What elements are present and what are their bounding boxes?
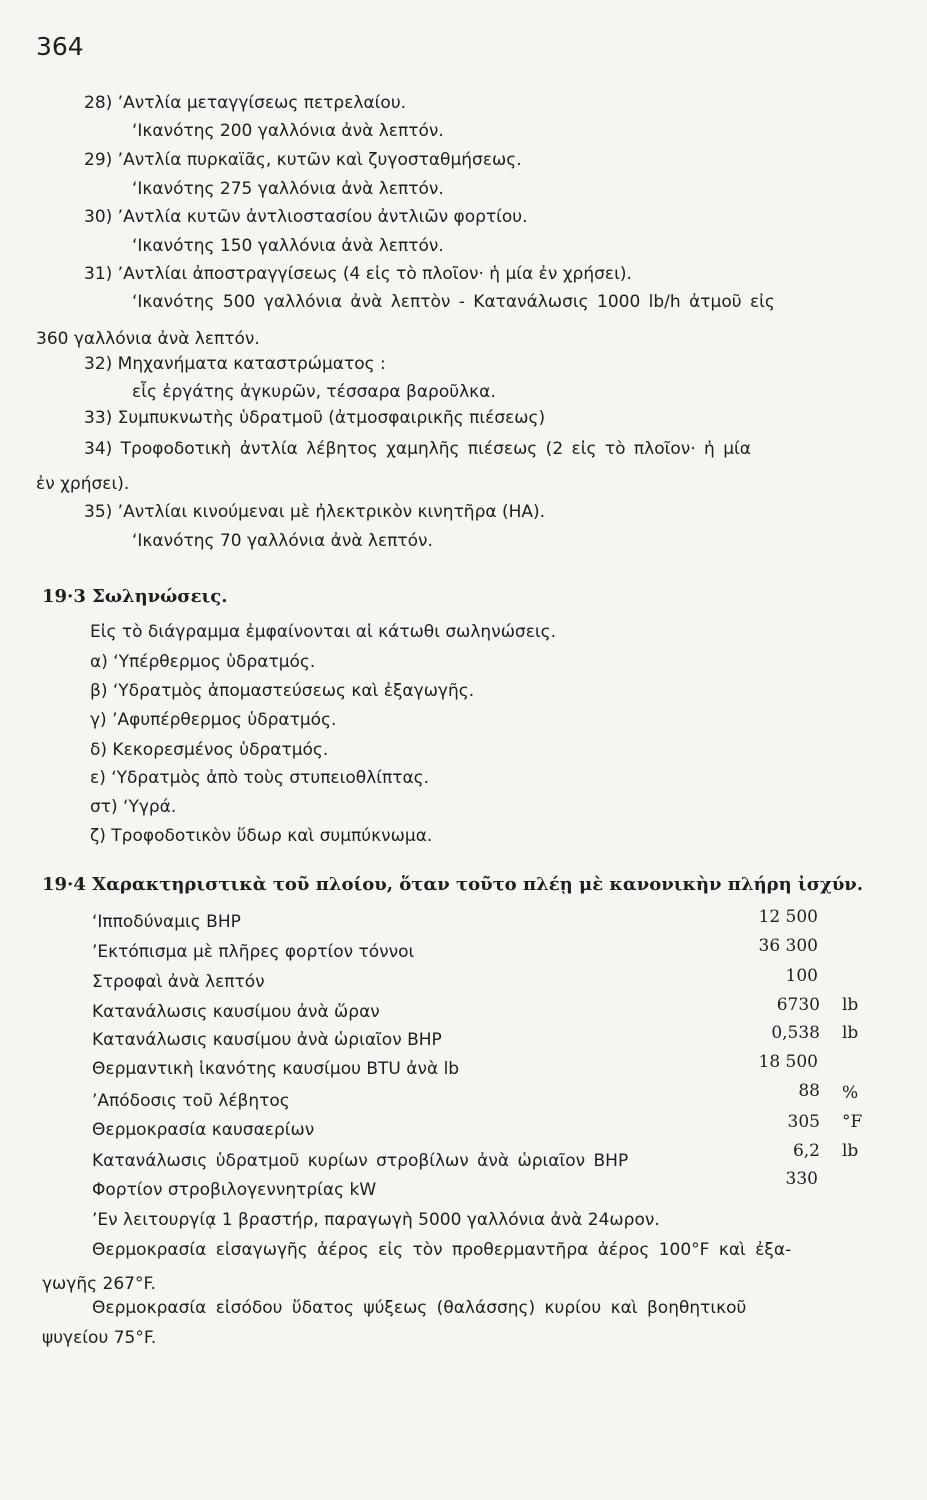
spec-value: 0,538 [771,1023,820,1043]
piping-item-st: στ) ‘Υγρά. [90,797,177,817]
note-air-temp: Θερμοκρασία εἰσαγωγῆς ἀέρος εἰς τὸν προθερμαντῆρα ἀέρος 100°F καὶ ἐξα- [92,1240,792,1260]
pump-capacity-30: ‘Ικανότης 150 γαλλόνια ἀνὰ λεπτόν. [132,236,444,256]
pump-capacity-31-cont: 360 γαλλόνια ἀνὰ λεπτόν. [36,329,260,349]
spec-value: 330 [785,1169,818,1189]
pump-item-33: 33) Συμπυκνωτὴς ὑδρατμοῦ (ἀτμοσφαιρικῆς πιέσεως) [84,408,546,428]
spec-unit: °F [842,1112,863,1132]
pump-capacity-31: ‘Ικανότης 500 γαλλόνια ἀνὰ λεπτὸν - Κατανάλωσις 1000 lb/h ἀτμοῦ εἰς [132,292,775,312]
pump-item-34: 34) Τροφοδοτικὴ ἀντλία λέβητος χαμηλῆς πιέσεως (2 εἰς τὸ πλοῖον· ἡ μία [84,439,752,459]
spec-label: ’Εκτόπισμα μὲ πλῆρες φορτίον τόννοι [92,942,415,962]
spec-value: 88 [798,1081,820,1101]
spec-value: 6730 [776,995,820,1015]
note-cooling-water-cont: ψυγείου 75°F. [42,1328,157,1348]
pump-item-29: 29) ’Αντλία πυρκαϊᾶς, κυτῶν καὶ ζυγοσταθμήσεως. [84,150,522,170]
piping-item-z: ζ) Τροφοδοτικὸν ὕδωρ καὶ συμπύκνωμα. [90,826,433,846]
pump-detail-32: εἷς ἐργάτης ἀγκυρῶν, τέσσαρα βαροῦλκα. [132,382,496,402]
pump-capacity-29: ‘Ικανότης 275 γαλλόνια ἀνὰ λεπτόν. [132,179,444,199]
note-boiler: ’Εν λειτουργίᾳ 1 βραστήρ, παραγωγὴ 5000 γαλλόνια ἀνὰ 24ωρον. [92,1210,660,1230]
pump-item-35: 35) ’Αντλίαι κινούμεναι μὲ ἠλεκτρικὸν κινητῆρα (HA). [84,502,546,522]
spec-label: Θερμοκρασία καυσαερίων [92,1120,315,1140]
spec-value: 100 [785,966,818,986]
section-intro: Εἰς τὸ διάγραμμα ἐμφαίνονται αἱ κάτωθι σωληνώσεις. [90,622,557,642]
piping-item-b: β) ‘Υδρατμὸς ἀπομαστεύσεως καὶ ἐξαγωγῆς. [90,681,475,701]
note-air-temp-cont: γωγῆς 267°F. [42,1274,156,1294]
spec-unit: lb [842,995,859,1015]
spec-label: Φορτίον στροβιλογεννητρίας kW [92,1180,377,1200]
pump-item-34-cont: ἐν χρήσει). [36,474,130,494]
spec-value: 6,2 [792,1141,820,1161]
spec-label: Θερμαντικὴ ἱκανότης καυσίμου BTU ἀνὰ lb [92,1059,460,1079]
spec-value: 12 500 [758,907,818,927]
piping-item-e: ε) ‘Υδρατμὸς ἀπὸ τοὺς στυπειοθλίπτας. [90,768,430,788]
spec-label: ’Απόδοσις τοῦ λέβητος [92,1091,290,1111]
spec-unit: lb [842,1023,859,1043]
section-heading-19-4: 19·4 Χαρακτηριστικὰ τοῦ πλοίου, ὅταν τοῦτο πλέῃ μὲ κανονικὴν πλήρη ἰσχύν. [42,874,864,895]
section-heading-19-3: 19·3 Σωληνώσεις. [42,586,228,607]
spec-label: Κατανάλωσις καυσίμου ἀνὰ ὡριαῖον BHP [92,1030,442,1050]
spec-value: 305 [787,1112,820,1132]
page-number: 364 [36,32,84,61]
spec-label: Κατανάλωσις καυσίμου ἀνὰ ὥραν [92,1002,380,1022]
spec-unit: lb [842,1141,859,1161]
piping-item-d: δ) Κεκορεσμένος ὑδρατμός. [90,740,329,760]
note-cooling-water: Θερμοκρασία εἰσόδου ὕδατος ψύξεως (θαλάσσης) κυρίου καὶ βοηθητικοῦ [92,1298,747,1318]
pump-item-30: 30) ’Αντλία κυτῶν ἀντλιοστασίου ἀντλιῶν φορτίου. [84,207,528,227]
spec-label: ‘Ιπποδύναμις BHP [92,912,241,932]
piping-item-c: γ) ’Αφυπέρθερμος ὑδρατμός. [90,710,337,730]
pump-item-32: 32) Μηχανήματα καταστρώματος : [84,354,386,374]
spec-label: Κατανάλωσις ὑδρατμοῦ κυρίων στροβίλων ἀνὰ ὡριαῖον BHP [92,1151,629,1171]
pump-capacity-28: ‘Ικανότης 200 γαλλόνια ἀνὰ λεπτόν. [132,121,444,141]
spec-value: 36 300 [758,936,818,956]
pump-item-28: 28) ’Αντλία μεταγγίσεως πετρελαίου. [84,93,407,113]
pump-capacity-35: ‘Ικανότης 70 γαλλόνια ἀνὰ λεπτόν. [132,531,433,551]
spec-value: 18 500 [758,1052,818,1072]
pump-item-31: 31) ’Αντλίαι ἀποστραγγίσεως (4 εἰς τὸ πλοῖον· ἡ μία ἐν χρήσει). [84,264,632,284]
piping-item-a: α) ‘Υπέρθερμος ὑδρατμός. [90,652,316,672]
spec-unit: % [842,1083,859,1103]
spec-label: Στροφαὶ ἀνὰ λεπτόν [92,972,265,992]
